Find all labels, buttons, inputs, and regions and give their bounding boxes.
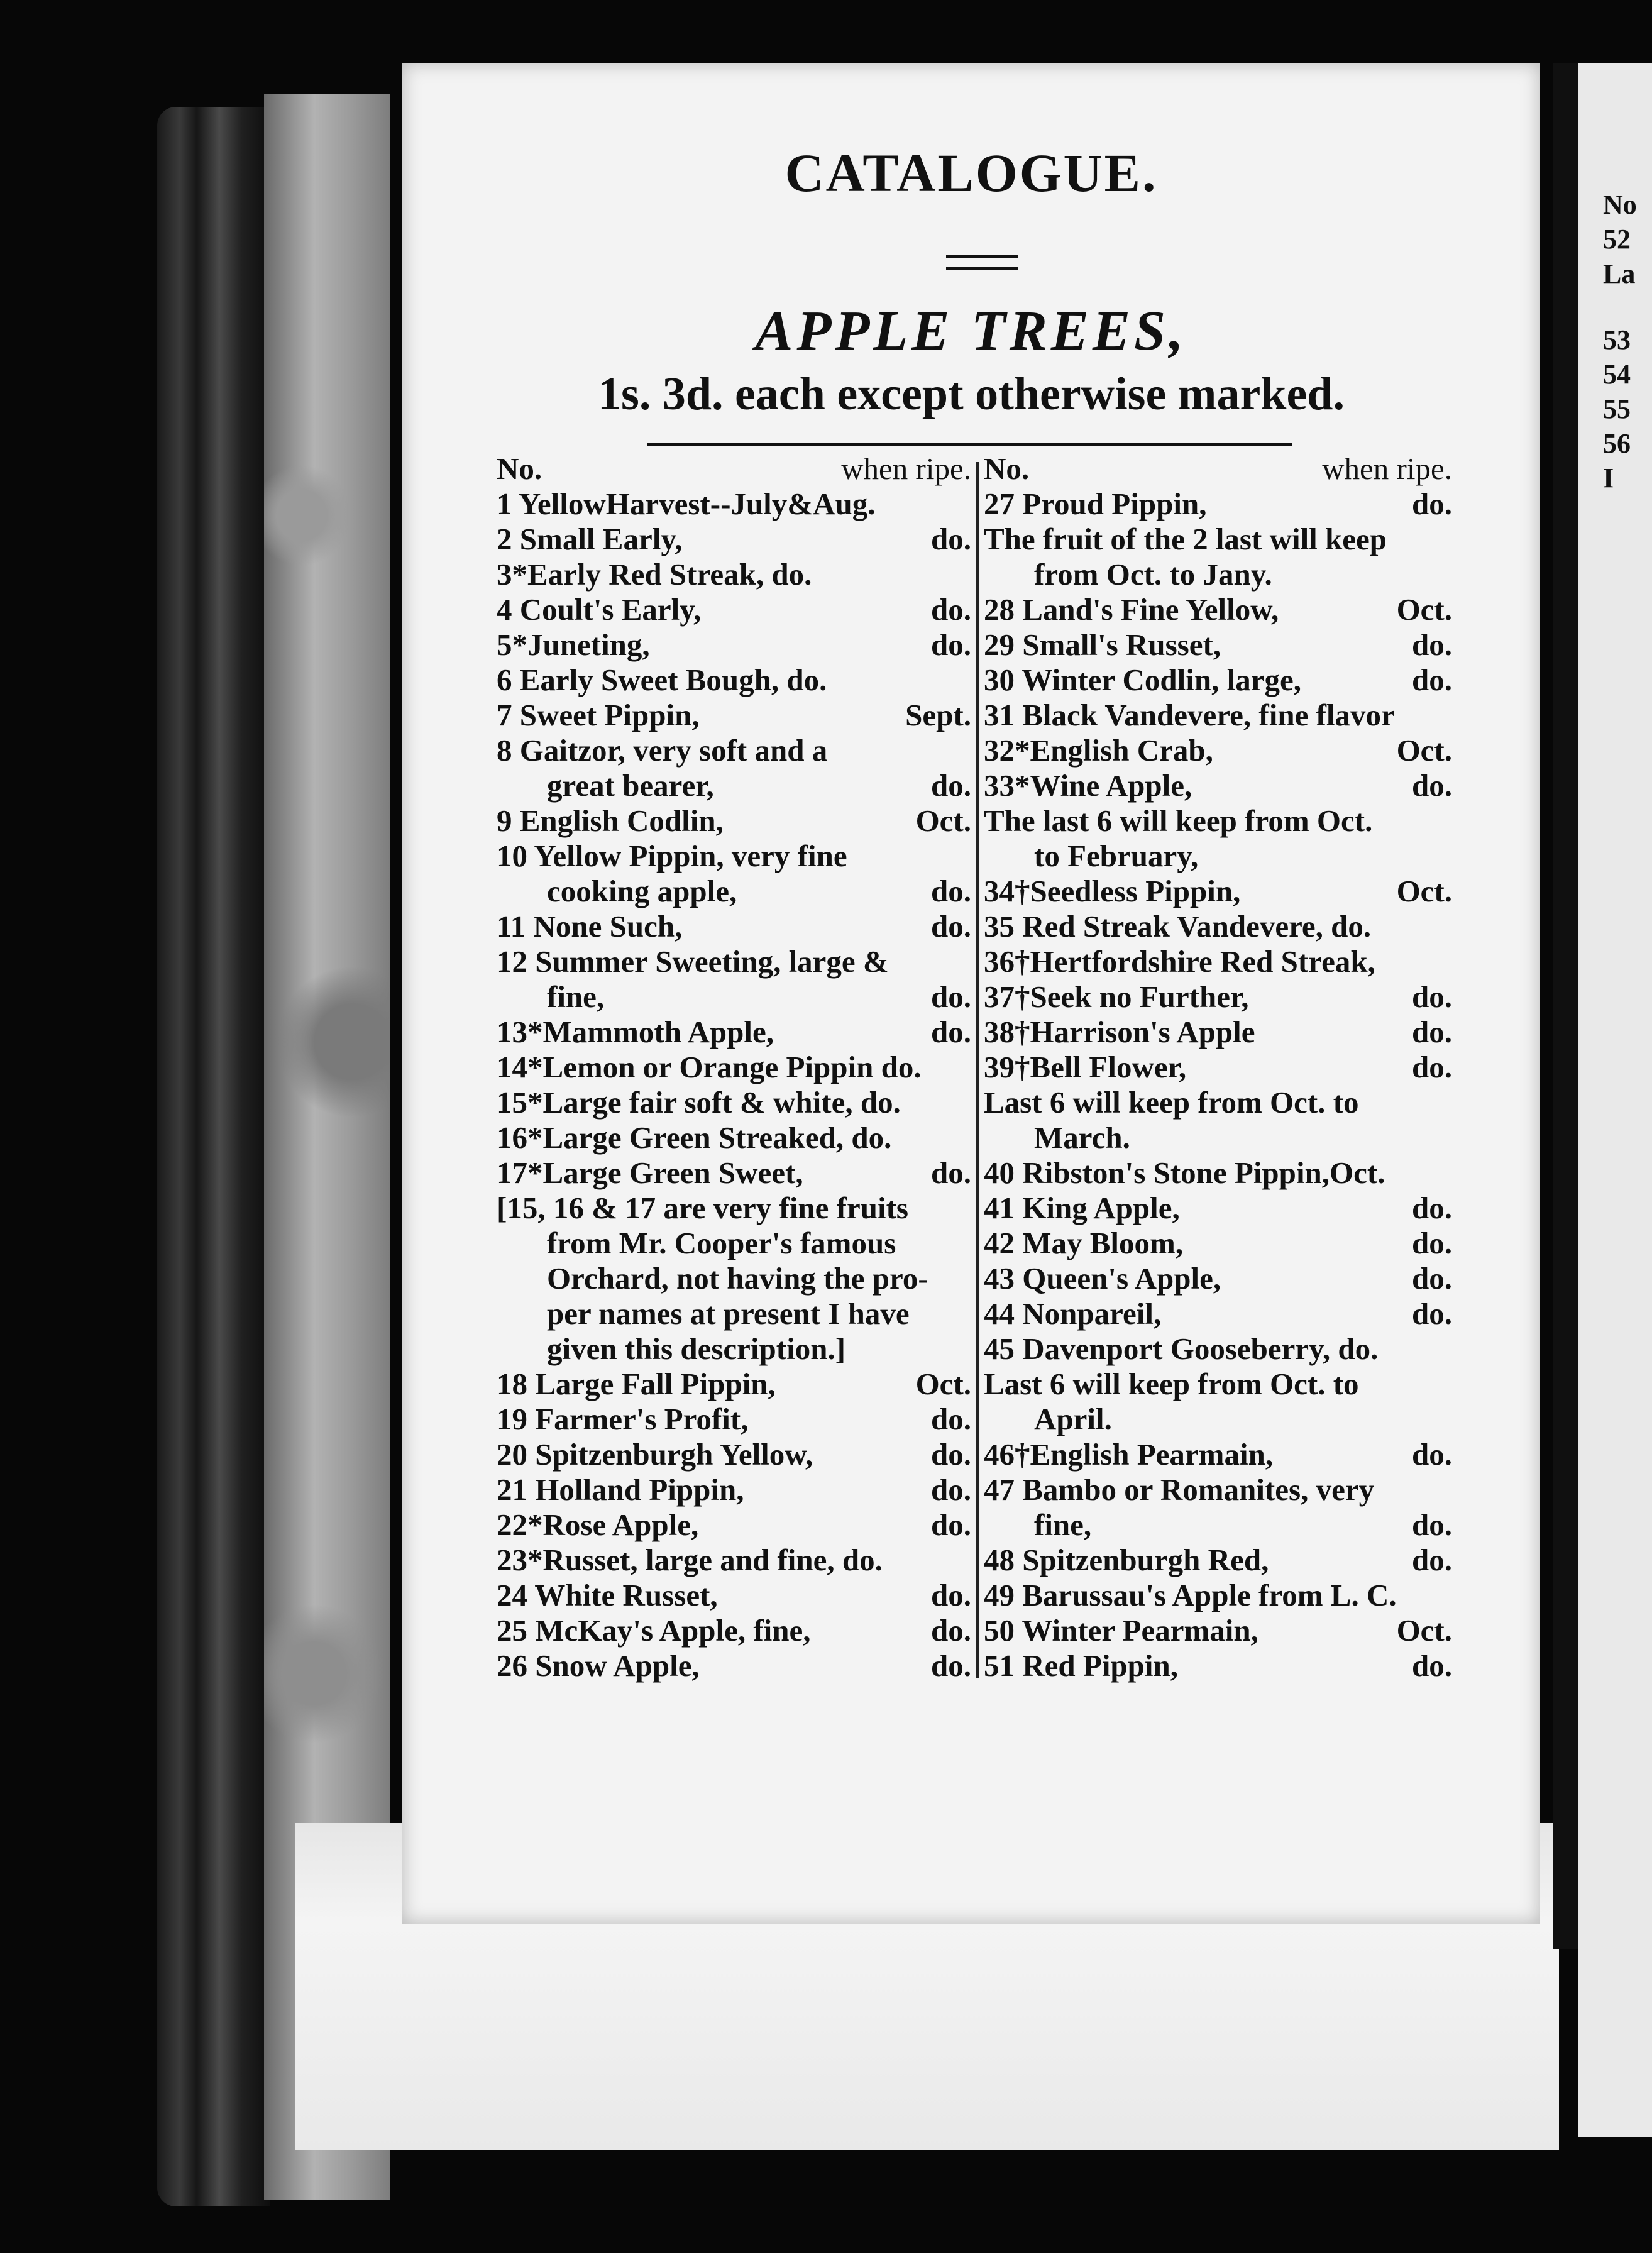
entry-ripe: do. — [930, 1402, 971, 1436]
catalogue-entry — [984, 1543, 1452, 1578]
entry-text: 45 Davenport Gooseberry, do. — [984, 1331, 1379, 1366]
entry-ripe: Oct. — [1396, 592, 1452, 627]
entry-text: from Oct. to Jany. — [1034, 557, 1272, 592]
page-title: CATALOGUE. — [785, 143, 1158, 203]
entry-text: April. — [1034, 1402, 1112, 1436]
catalogue-entry — [497, 522, 971, 557]
entry-text: 35 Red Streak Vandevere, do. — [984, 909, 1372, 944]
entry-text: 9 English Codlin, — [497, 803, 724, 838]
entry-ripe: do. — [1411, 1543, 1452, 1577]
entry-text: 46†English Pearmain, — [984, 1437, 1274, 1472]
catalogue-entry — [497, 1402, 971, 1437]
catalogue-entry — [497, 874, 971, 909]
entry-text: from Mr. Cooper's famous — [547, 1226, 896, 1260]
entry-text: 25 McKay's Apple, fine, — [497, 1613, 811, 1648]
entry-text: 41 King Apple, — [984, 1191, 1180, 1225]
catalogue-entry — [984, 1472, 1452, 1507]
entry-text: 18 Large Fall Pippin, — [497, 1367, 776, 1401]
next-page-fragment-text: La — [1603, 258, 1636, 289]
catalogue-entry — [984, 839, 1452, 874]
catalogue-entry — [497, 592, 971, 627]
catalogue-entry — [497, 627, 971, 663]
next-page-fragment-text: I — [1603, 463, 1614, 493]
entry-ripe: do. — [930, 522, 971, 556]
catalogue-entry — [984, 1261, 1452, 1296]
entry-ripe: do. — [930, 627, 971, 662]
entry-text: fine, — [1034, 1507, 1092, 1542]
entry-text: 29 Small's Russet, — [984, 627, 1221, 662]
column-header — [497, 451, 971, 487]
entry-text: 1 YellowHarvest--July&Aug. — [497, 487, 876, 521]
entry-text: 24 White Russet, — [497, 1578, 718, 1612]
entry-ripe: do. — [930, 874, 971, 908]
entry-ripe: do. — [1411, 1437, 1452, 1472]
catalogue-entry — [984, 1331, 1452, 1367]
entry-text: The fruit of the 2 last will keep — [984, 522, 1387, 556]
catalogue-entry — [984, 592, 1452, 627]
entry-text: given this description.] — [547, 1331, 846, 1366]
catalogue-entry — [497, 1226, 971, 1261]
entry-text: 26 Snow Apple, — [497, 1648, 700, 1683]
entry-ripe: do. — [1411, 1050, 1452, 1084]
catalogue-entry — [497, 979, 971, 1015]
entry-ripe: Oct. — [1396, 733, 1452, 768]
catalogue-entry — [497, 909, 971, 944]
catalogue-entry — [984, 768, 1452, 803]
catalogue-entry — [497, 944, 971, 979]
entry-text: 6 Early Sweet Bough, do. — [497, 663, 827, 697]
catalogue-entry — [497, 1437, 971, 1472]
entry-ripe: Sept. — [905, 698, 971, 732]
entry-text: 4 Coult's Early, — [497, 592, 702, 627]
entry-text: 10 Yellow Pippin, very fine — [497, 839, 847, 873]
catalogue-entry — [984, 1155, 1452, 1191]
header-no: No. — [984, 451, 1030, 486]
entry-ripe: do. — [930, 1155, 971, 1190]
entry-ripe: do. — [1411, 663, 1452, 697]
catalogue-entry — [497, 768, 971, 803]
catalogue-entry — [984, 698, 1452, 733]
catalogue-entry — [497, 1155, 971, 1191]
entry-text: 8 Gaitzor, very soft and a — [497, 733, 828, 768]
section-title: APPLE TREES, — [755, 300, 1187, 362]
entry-ripe: do. — [1411, 1507, 1452, 1542]
entry-text: 27 Proud Pippin, — [984, 487, 1207, 521]
catalogue-entry — [497, 1191, 971, 1226]
entry-text: 22*Rose Apple, — [497, 1507, 699, 1542]
entry-ripe: do. — [1411, 1191, 1452, 1225]
entry-ripe: Oct. — [1396, 874, 1452, 908]
catalogue-entry — [497, 1261, 971, 1296]
catalogue-entry — [497, 698, 971, 733]
entry-ripe: Oct. — [915, 803, 971, 838]
entry-ripe: do. — [930, 1613, 971, 1648]
catalogue-entry — [497, 1613, 971, 1648]
catalogue-entry — [497, 1507, 971, 1543]
catalogue-entry — [984, 979, 1452, 1015]
entry-ripe: do. — [930, 1507, 971, 1542]
entry-ripe: do. — [1411, 1261, 1452, 1296]
entry-text: 49 Barussau's Apple from L. C. — [984, 1578, 1397, 1612]
entry-text: 39†Bell Flower, — [984, 1050, 1187, 1084]
catalogue-entry — [497, 663, 971, 698]
entry-text: 2 Small Early, — [497, 522, 683, 556]
entry-ripe: do. — [1411, 1296, 1452, 1331]
catalogue-entry — [984, 557, 1452, 592]
catalogue-entry — [497, 1648, 971, 1683]
entry-ripe: Oct. — [1396, 1613, 1452, 1648]
entry-text: [15, 16 & 17 are very fine fruits — [497, 1191, 908, 1225]
entry-ripe: do. — [930, 592, 971, 627]
next-page-fragment-text: 53 — [1603, 324, 1631, 355]
catalogue-entry — [497, 733, 971, 768]
entry-text: 43 Queen's Apple, — [984, 1261, 1221, 1296]
entry-ripe: do. — [1411, 979, 1452, 1014]
entry-text: Orchard, not having the pro- — [547, 1261, 928, 1296]
catalogue-entry — [984, 1367, 1452, 1402]
entry-text: 30 Winter Codlin, large, — [984, 663, 1302, 697]
entry-text: fine, — [547, 979, 605, 1014]
catalogue-entry — [497, 803, 971, 839]
catalogue-entry — [497, 1120, 971, 1155]
catalogue-entry — [984, 1226, 1452, 1261]
catalogue-entry — [984, 627, 1452, 663]
entry-text: 48 Spitzenburgh Red, — [984, 1543, 1269, 1577]
entry-ripe: do. — [930, 1648, 971, 1683]
entry-ripe: do. — [930, 1578, 971, 1612]
catalogue-entry — [984, 487, 1452, 522]
entry-text: great bearer, — [547, 768, 714, 803]
next-page-fragment-text: 56 — [1603, 428, 1631, 459]
header-when-ripe: when ripe. — [1322, 451, 1452, 486]
header-when-ripe: when ripe. — [841, 451, 971, 486]
book-spine — [157, 107, 270, 2206]
entry-text: 3*Early Red Streak, do. — [497, 557, 812, 592]
entry-text: 12 Summer Sweeting, large & — [497, 944, 889, 979]
entry-ripe: Oct. — [915, 1367, 971, 1401]
catalogue-entry — [984, 1296, 1452, 1331]
catalogue-entry — [984, 1050, 1452, 1085]
column-header — [984, 451, 1452, 487]
entry-text: 40 Ribston's Stone Pippin,Oct. — [984, 1155, 1385, 1190]
catalogue-entry — [984, 1578, 1452, 1613]
entry-text: 21 Holland Pippin, — [497, 1472, 744, 1507]
entry-text: The last 6 will keep from Oct. — [984, 803, 1373, 838]
entry-text: 5*Juneting, — [497, 627, 650, 662]
entry-ripe: do. — [930, 909, 971, 944]
entry-text: 19 Farmer's Profit, — [497, 1402, 749, 1436]
catalogue-entry — [984, 909, 1452, 944]
entry-text: March. — [1034, 1120, 1130, 1155]
catalogue-entry — [497, 1050, 971, 1085]
entry-text: 23*Russet, large and fine, do. — [497, 1543, 883, 1577]
entry-text: Last 6 will keep from Oct. to — [984, 1367, 1359, 1401]
catalogue-entry — [497, 839, 971, 874]
right-column — [984, 451, 1452, 1683]
entry-text: 33*Wine Apple, — [984, 768, 1192, 803]
catalogue-entry — [984, 1648, 1452, 1683]
entry-text: 37†Seek no Further, — [984, 979, 1249, 1014]
entry-ripe: do. — [1411, 1648, 1452, 1683]
entry-ripe: do. — [930, 768, 971, 803]
catalogue-entry — [984, 1613, 1452, 1648]
catalogue-entry — [497, 1578, 971, 1613]
catalogue-entry — [497, 1085, 971, 1120]
entry-text: 34†Seedless Pippin, — [984, 874, 1241, 908]
entry-text: Last 6 will keep from Oct. to — [984, 1085, 1359, 1120]
entry-text: cooking apple, — [547, 874, 737, 908]
catalogue-entry — [984, 1085, 1452, 1120]
entry-text: 11 None Such, — [497, 909, 683, 944]
entry-text: to February, — [1034, 839, 1199, 873]
catalogue-entry — [984, 522, 1452, 557]
next-page-fragment-text: No — [1603, 189, 1637, 220]
entry-ripe: do. — [1411, 487, 1452, 521]
entry-text: 15*Large fair soft & white, do. — [497, 1085, 901, 1120]
entry-text: 13*Mammoth Apple, — [497, 1015, 774, 1049]
entry-text: 51 Red Pippin, — [984, 1648, 1179, 1683]
left-column — [497, 451, 971, 1683]
price-note: 1s. 3d. each except otherwise marked. — [598, 368, 1345, 420]
entry-ripe: do. — [1411, 1015, 1452, 1049]
catalogue-entry — [984, 663, 1452, 698]
catalogue-entry — [497, 557, 971, 592]
entry-text: per names at present I have — [547, 1296, 910, 1331]
header-rule — [647, 443, 1292, 446]
entry-ripe: do. — [930, 1437, 971, 1472]
header-no: No. — [497, 451, 542, 486]
column-divider — [976, 462, 979, 1678]
entry-text: 14*Lemon or Orange Pippin do. — [497, 1050, 922, 1084]
entry-text: 7 Sweet Pippin, — [497, 698, 700, 732]
catalogue-entry — [984, 1507, 1452, 1543]
catalogue-entry — [984, 944, 1452, 979]
catalogue-entry — [984, 1015, 1452, 1050]
catalogue-entry — [497, 1367, 971, 1402]
entry-ripe: do. — [930, 979, 971, 1014]
double-rule-divider — [946, 255, 1018, 270]
entry-ripe: do. — [1411, 627, 1452, 662]
entry-text: 32*English Crab, — [984, 733, 1213, 768]
catalogue-entry — [984, 733, 1452, 768]
entry-text: 16*Large Green Streaked, do. — [497, 1120, 892, 1155]
catalogue-entry — [497, 1472, 971, 1507]
catalogue-entry — [497, 1015, 971, 1050]
catalogue-entry — [497, 1331, 971, 1367]
catalogue-entry — [497, 1543, 971, 1578]
entry-text: 28 Land's Fine Yellow, — [984, 592, 1279, 627]
entry-ripe: do. — [1411, 1226, 1452, 1260]
entry-text: 38†Harrison's Apple — [984, 1015, 1255, 1049]
entry-text: 36†Hertfordshire Red Streak, — [984, 944, 1375, 979]
catalogue-entry — [984, 1437, 1452, 1472]
next-page-fragment-text: 55 — [1603, 394, 1631, 424]
entry-ripe: do. — [930, 1472, 971, 1507]
catalogue-entry — [497, 1296, 971, 1331]
catalogue-entry — [984, 803, 1452, 839]
catalogue-entry — [984, 1120, 1452, 1155]
entry-ripe: do. — [930, 1015, 971, 1049]
entry-text: 47 Bambo or Romanites, very — [984, 1472, 1375, 1507]
entry-ripe: do. — [1411, 768, 1452, 803]
entry-text: 50 Winter Pearmain, — [984, 1613, 1258, 1648]
catalogue-entry — [984, 1191, 1452, 1226]
catalogue-entry — [984, 874, 1452, 909]
next-page-fragment-text: 54 — [1603, 359, 1631, 390]
entry-text: 42 May Bloom, — [984, 1226, 1184, 1260]
entry-text: 31 Black Vandevere, fine flavor — [984, 698, 1395, 732]
next-page-fragment-text: 52 — [1603, 224, 1631, 255]
catalogue-entry — [984, 1402, 1452, 1437]
entry-text: 17*Large Green Sweet, — [497, 1155, 803, 1190]
entry-text: 44 Nonpareil, — [984, 1296, 1162, 1331]
catalogue-entry — [497, 487, 971, 522]
entry-text: 20 Spitzenburgh Yellow, — [497, 1437, 813, 1472]
